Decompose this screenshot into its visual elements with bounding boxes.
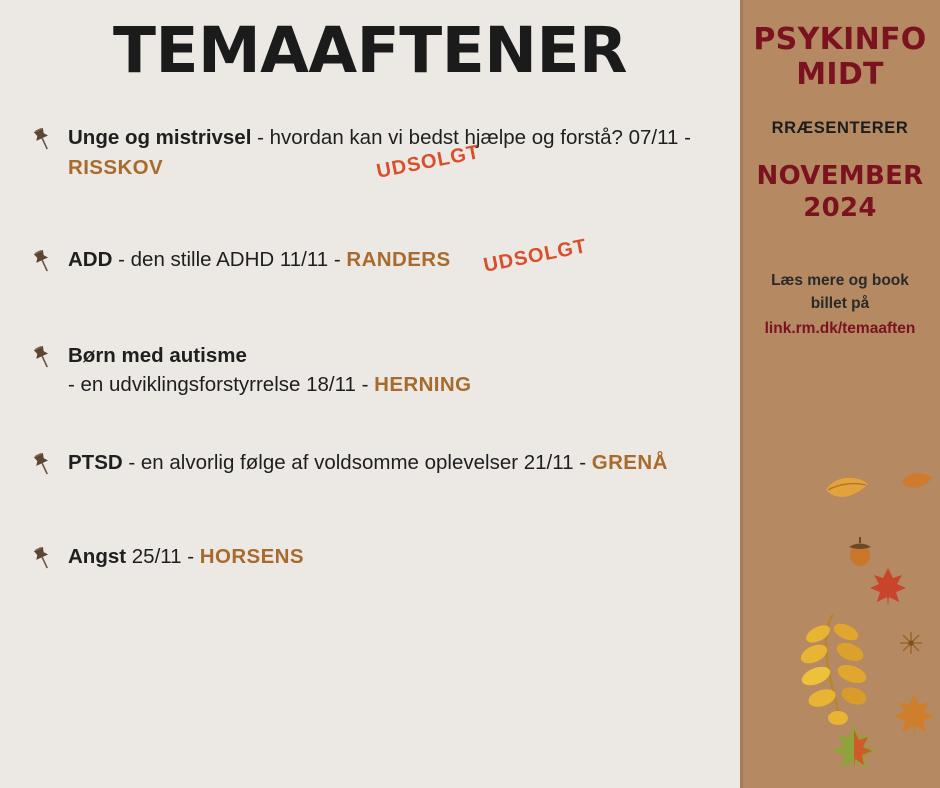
booking-link[interactable]: link.rm.dk/temaaften [764, 320, 916, 338]
month-label: NOVEMBER [756, 160, 924, 191]
event-desc: - en alvorlig følge af voldsomme oplevelser 21/11 - [122, 451, 592, 475]
status-badge: UDSOLGT [374, 141, 482, 184]
event-text [68, 245, 740, 275]
event-place: HERNING [374, 373, 472, 397]
status-badge: UDSOLGT [481, 234, 589, 277]
pushpin-icon [28, 247, 58, 277]
brand-line-1: PSYKINFO [753, 22, 927, 57]
sidebar-edge [740, 0, 743, 788]
pushpin-icon [28, 544, 58, 574]
event-place: RISSKOV [68, 156, 164, 180]
event-place: HORSENS [199, 545, 304, 569]
list-item [28, 448, 740, 492]
event-place: GRENÅ [591, 451, 668, 475]
booking-info [740, 269, 940, 341]
sidebar [740, 0, 940, 788]
event-text [68, 542, 740, 572]
booking-line-2: billet på [810, 295, 870, 313]
year-label: 2024 [803, 193, 877, 224]
leaf-icon [822, 470, 872, 515]
date-block [740, 160, 940, 225]
event-desc: - hvordan kan vi bedst hjælpe og forstå? 07/11 - [251, 126, 691, 150]
list-item [28, 542, 740, 586]
booking-line-1: Læs mere og book [771, 271, 909, 289]
event-list [0, 123, 740, 586]
event-title: Børn med autisme [68, 343, 247, 367]
list-item [28, 341, 740, 400]
list-item [28, 123, 740, 182]
brand-line-2: MIDT [796, 57, 884, 93]
event-place: RANDERS [346, 247, 451, 271]
brand-title [740, 22, 940, 93]
event-title: ADD [68, 247, 113, 271]
event-title: PTSD [68, 451, 123, 475]
event-desc: - den stille ADHD 11/11 - [112, 247, 347, 271]
event-desc: - en udviklingsforstyrrelse 18/11 - [68, 373, 375, 397]
leaf-icon [900, 468, 934, 503]
pushpin-icon [28, 450, 58, 480]
maple-leaf-icon [892, 692, 936, 743]
seedpod-icon [898, 630, 924, 661]
event-text [68, 341, 740, 400]
event-desc: 25/11 - [126, 545, 200, 569]
list-item [28, 234, 740, 289]
compound-leaf-icon [788, 606, 878, 731]
page-title: TEMAAFTENER [112, 14, 628, 87]
event-title: Unge og mistrivsel [68, 126, 252, 150]
maple-leaf-icon [830, 724, 878, 779]
pushpin-icon [28, 125, 58, 155]
event-text [68, 448, 740, 478]
event-title: Angst [68, 545, 127, 569]
pushpin-icon [28, 343, 58, 373]
presents-label: RRÆSENTERER [771, 118, 909, 137]
